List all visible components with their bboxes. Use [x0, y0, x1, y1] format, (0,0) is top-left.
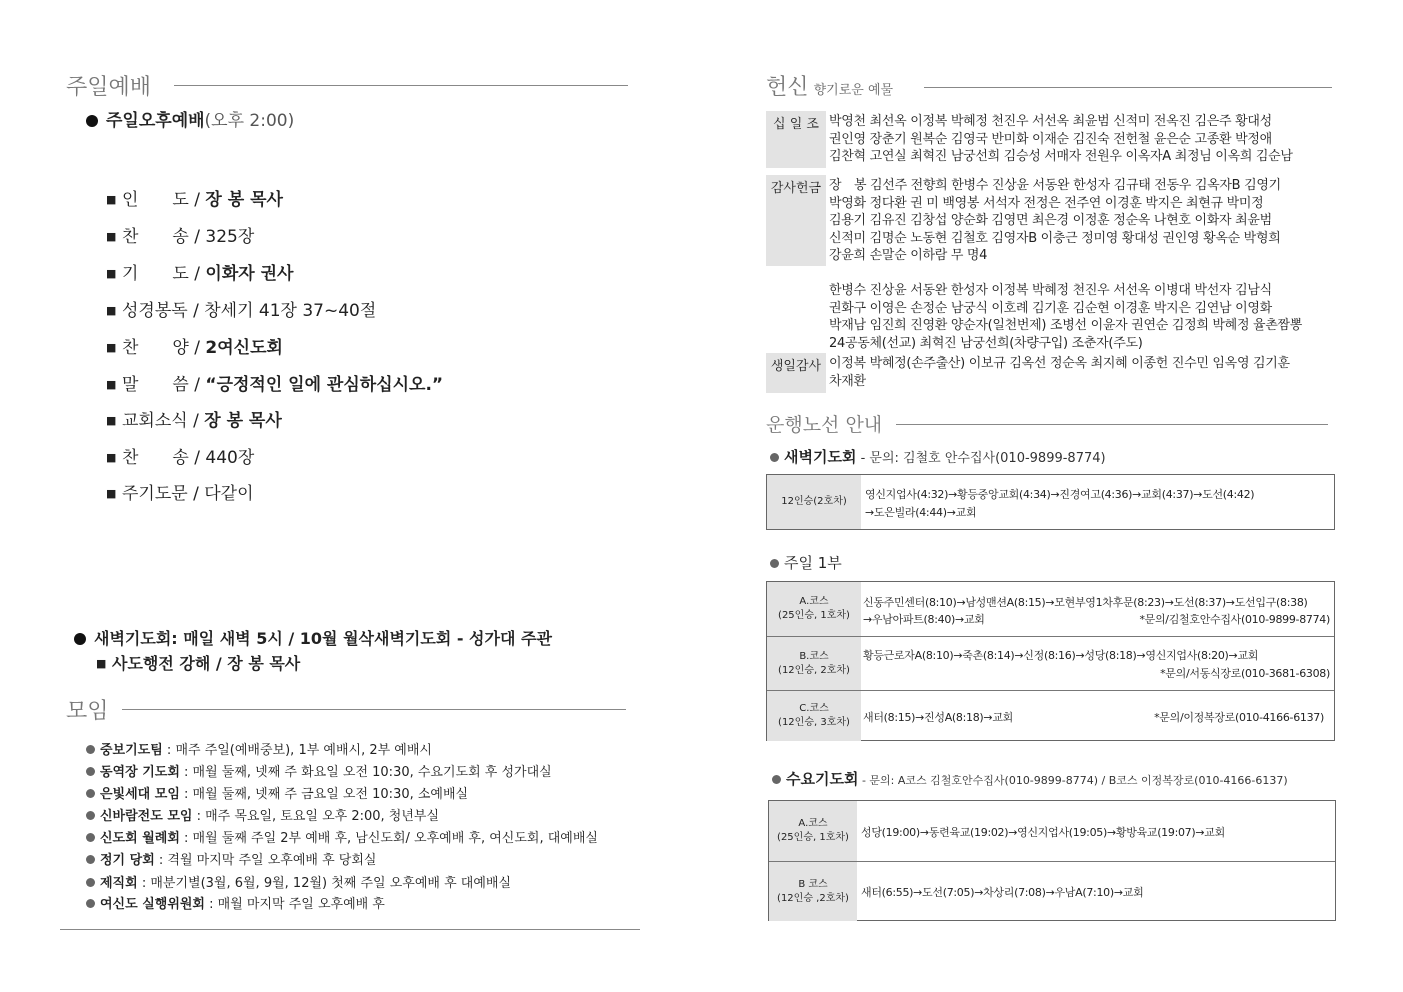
bullet-icon	[86, 833, 95, 842]
left-bottom-rule	[60, 929, 640, 930]
worship-order-item	[106, 333, 283, 358]
route-title-rule	[896, 424, 1328, 425]
offering-names-line: 24공동체(선교) 최혁진 남궁선희(차량구입) 조춘자(주도)	[829, 335, 1143, 351]
order-value: 2여신도회	[205, 338, 283, 358]
course-name: C.코스	[799, 703, 829, 714]
afternoon-worship-time: (오후 2:00)	[204, 111, 295, 131]
square-bullet-icon: ■	[106, 230, 117, 243]
order-label: 교회소식 /	[122, 411, 199, 431]
course-vehicle: (12인승, 3호차)	[778, 717, 850, 728]
route-stops: 성당(19:00)→동련육교(19:02)→영신지업사(19:05)→황방육교(19:07)→교회	[861, 826, 1225, 839]
order-label: 성경봉독 /	[122, 301, 199, 321]
offering-names-line: 한병수 진상윤 서동완 한성자 이정복 박혜정 천진우 서선옥 이병대 박선자 김남식	[829, 283, 1272, 298]
meeting-item	[86, 849, 376, 868]
table-row	[767, 690, 1334, 741]
meeting-desc: : 매월 둘째, 넷째 주 금요일 오전 10:30, 소예배실	[179, 787, 469, 802]
offering-names-line: 이정복 박혜정(손주출산) 이보규 김옥선 정순옥 최지혜 이종헌 진수민 임옥영 김기훈	[829, 356, 1290, 371]
meeting-name: 은빛세대 모임	[100, 787, 180, 802]
meeting-name: 신바람전도 모임	[100, 809, 193, 824]
worship-order-item	[106, 370, 443, 395]
route-vehicle-label	[767, 582, 861, 636]
meeting-section-title: 모임	[66, 699, 109, 724]
square-bullet-icon: ■	[106, 451, 117, 464]
offering-names-line: 장 봉 김선주 전향희 한병수 진상윤 서동완 한성자 김규태 전동우 김옥자B 김영기	[829, 178, 1281, 193]
sunday-route-heading	[770, 552, 842, 573]
meeting-item	[86, 761, 552, 780]
bullet-icon	[74, 633, 86, 645]
meeting-name: 신도회 월례회	[100, 831, 180, 846]
wednesday-route-title: 수요기도회	[786, 770, 859, 788]
order-value: “긍정적인 일에 관심하십시오.”	[205, 375, 444, 395]
meeting-desc: : 매분기별(3월, 6월, 9월, 12월) 첫째 주일 오후예배 후 대예배실	[137, 876, 512, 891]
worship-order-item	[106, 406, 282, 431]
order-value: 장 봉 목사	[204, 411, 282, 431]
dawn-route-title: 새벽기도회	[784, 448, 857, 466]
order-value: 창세기 41장 37~40절	[204, 301, 377, 321]
wednesday-route-table	[768, 800, 1336, 921]
route-stops-cont: →도은빌라(4:44)→교회	[865, 506, 977, 519]
route-stops: 영신지업사(4:32)→황등중앙교회(4:34)→진경여고(4:36)→교회(4:37)→도선(4:42)	[865, 488, 1255, 501]
order-value: 325장	[205, 227, 255, 247]
offering-title-rule	[924, 87, 1332, 88]
offering-names-line: 권화구 이영은 손정순 남궁식 이호례 김기훈 김순현 이경훈 박지은 김연남 이영화	[829, 300, 1272, 316]
dawn-prayer-line	[74, 626, 552, 649]
square-bullet-icon: ■	[106, 341, 117, 354]
square-bullet-icon: ■	[96, 657, 107, 670]
meeting-item	[86, 827, 598, 846]
offering-category-label: 십 일 조	[766, 111, 826, 168]
order-value: 이화자 권사	[205, 264, 294, 284]
bullet-icon	[86, 855, 95, 864]
meeting-desc: : 매월 마지막 주일 오후예배 후	[205, 897, 385, 912]
route-contact: *문의/김철호안수집사(010-9899-8774)	[1139, 613, 1330, 626]
square-bullet-icon: ■	[106, 378, 117, 391]
course-name: B.코스	[799, 651, 829, 662]
worship-order-item	[106, 296, 376, 321]
meeting-item	[86, 805, 439, 824]
order-label: 주기도문 /	[122, 484, 199, 504]
meeting-title-rule	[122, 709, 626, 710]
route-contact: *문의/이정복장로(010-4166-6137)	[1154, 711, 1324, 724]
acts-lecture-text: 사도행전 강해 / 장 봉 목사	[112, 654, 301, 673]
order-value: 다같이	[204, 484, 254, 504]
offering-category-label: 감사헌금	[766, 175, 826, 266]
dawn-route-table	[766, 474, 1335, 530]
worship-order-item	[106, 443, 254, 468]
worship-section-title: 주일예배	[66, 75, 152, 100]
course-vehicle: (25인승, 1호차)	[777, 832, 849, 843]
meeting-desc: : 매월 둘째 주일 2부 예배 후, 남신도회/ 오후예배 후, 여신도회, 대예배실	[179, 831, 598, 846]
route-section-title: 운행노선 안내	[766, 414, 883, 436]
meeting-desc: : 격월 마지막 주일 오후예배 후 당회실	[154, 853, 377, 868]
order-label: 찬 송 /	[122, 227, 200, 247]
dawn-route-heading	[770, 446, 1106, 467]
square-bullet-icon: ■	[106, 304, 117, 317]
dawn-prayer-text: 새벽기도회: 매일 새벽 5시 / 10월 월삭새벽기도회 - 성가대 주관	[94, 629, 552, 648]
bullet-icon	[86, 745, 95, 754]
worship-order-item	[106, 185, 283, 210]
dawn-route-contact: - 문의: 김철호 안수집사(010-9899-8774)	[856, 451, 1106, 466]
route-stops-cont: →우남아파트(8:40)→교회	[863, 613, 985, 626]
route-stops: 새터(6:55)→도선(7:05)→차상리(7:08)→우남A(7:10)→교회	[861, 886, 1144, 899]
order-value: 440장	[205, 448, 255, 468]
bullet-icon	[86, 878, 95, 887]
offering-names-line: 박영천 최선옥 이정복 박혜정 천진우 서선옥 최윤범 신적미 전옥진 김은주 황대성	[829, 114, 1272, 129]
wednesday-route-heading	[772, 768, 1288, 789]
route-contact: *문의/서동식장로(010-3681-6308)	[1160, 667, 1330, 680]
route-vehicle-label: 12인승(2호차)	[767, 475, 861, 529]
course-name: A.코스	[799, 596, 829, 607]
offering-names-line: 신적미 김명순 노동현 김철호 김영자B 이충근 정미영 황대성 권인영 황옥순 박형희	[829, 230, 1281, 246]
worship-order-item	[106, 259, 293, 284]
square-bullet-icon: ■	[106, 193, 117, 206]
route-vehicle-label	[767, 691, 861, 741]
bullet-icon	[770, 559, 779, 568]
acts-lecture-line	[96, 651, 300, 674]
route-vehicle-label	[767, 637, 861, 691]
route-vehicle-label	[769, 801, 857, 861]
meeting-item	[86, 893, 385, 912]
wednesday-route-contact: - 문의: A코스 김철호안수집사(010-9899-8774) / B코스 이정복장로(010-4166-6137)	[858, 774, 1288, 787]
worship-order-item	[106, 479, 254, 504]
bullet-icon	[770, 453, 779, 462]
route-stops: 신동주민센터(8:10)→남성맨션A(8:15)→모현부영1차후문(8:23)→도선(8:37)→도선입구(8:38)	[863, 596, 1308, 609]
offering-section-subtitle: 향기로운 예물	[813, 83, 894, 98]
route-stops: 새터(8:15)→진성A(8:18)→교회	[863, 711, 1013, 724]
sunday-route-table	[766, 581, 1335, 741]
course-vehicle: (12인승, 2호차)	[778, 665, 850, 676]
bullet-icon	[86, 767, 95, 776]
offering-names-line: 박영화 정다환 권 미 백영봉 서석자 전정은 전주연 이경훈 박지은 최현규 박미정	[829, 195, 1264, 211]
meeting-desc: : 매주 목요일, 토요일 오후 2:00, 청년부실	[192, 809, 440, 824]
meeting-desc: : 매주 주일(예배중보), 1부 예배시, 2부 예배시	[162, 743, 432, 758]
order-label: 인 도 /	[122, 190, 200, 210]
meeting-item	[86, 739, 432, 758]
meeting-item	[86, 872, 511, 891]
bullet-icon	[86, 899, 95, 908]
course-name: A.코스	[798, 818, 828, 829]
order-label: 찬 송 /	[122, 448, 200, 468]
meeting-name: 여신도 실행위원회	[100, 897, 205, 912]
order-label: 기 도 /	[122, 264, 200, 284]
bullet-icon	[86, 811, 95, 820]
meeting-name: 동역장 기도회	[100, 765, 180, 780]
worship-order-item	[106, 222, 254, 247]
meeting-name: 정기 당회	[100, 853, 155, 868]
meeting-desc: : 매월 둘째, 넷째 주 화요일 오전 10:30, 수요기도회 후 성가대실	[179, 765, 552, 780]
afternoon-worship-name: 주일오후예배	[106, 111, 205, 131]
table-row	[769, 861, 1335, 921]
bullet-icon	[86, 789, 95, 798]
offering-category-label: 생일감사	[766, 353, 826, 393]
offering-names-line: 차재환	[829, 373, 866, 389]
offering-names-line: 박재남 임진희 진영환 양순자(일천번제) 조병선 이윤자 권연순 김정희 박혜정 율촌짬뽕	[829, 318, 1303, 333]
square-bullet-icon: ■	[106, 414, 117, 427]
order-label: 찬 양 /	[122, 338, 200, 358]
offering-names-line: 권인영 장춘기 원복순 김영국 반미화 이재순 김진숙 전헌철 윤은순 고종환 박정애	[829, 131, 1272, 147]
course-vehicle: (25인승, 1호차)	[778, 610, 850, 621]
order-label: 말 씀 /	[122, 375, 200, 395]
course-vehicle: (12인승 ,2호차)	[777, 892, 849, 904]
offering-names-line: 강윤희 손말순 이하람 무 명4	[829, 248, 988, 263]
course-name: B 코스	[798, 878, 828, 890]
offering-names-line: 김찬혁 고연실 최혁진 남궁선희 김승성 서매자 전원우 이옥자A 최정님 이옥희 김순남	[829, 149, 1293, 164]
sunday-route-title: 주일 1부	[784, 554, 842, 572]
meeting-item	[86, 783, 468, 802]
meeting-name: 중보기도팀	[100, 743, 163, 758]
bullet-icon	[772, 775, 781, 784]
route-vehicle-label	[769, 862, 857, 921]
offering-names-line: 김용기 김유진 김창섭 양순화 김영면 최은경 이정훈 정순옥 나현호 이화자 최윤범	[829, 213, 1272, 228]
offering-heading	[766, 70, 893, 101]
order-value: 장 봉 목사	[205, 190, 283, 210]
route-stops: 황등근로자A(8:10)→죽촌(8:14)→신정(8:16)→성당(8:18)→영신지업사(8:20)→교회	[863, 649, 1259, 662]
afternoon-worship-heading	[86, 106, 294, 131]
bullet-icon	[86, 115, 98, 127]
worship-title-rule	[174, 85, 628, 86]
table-row	[767, 636, 1334, 691]
meeting-name: 제직회	[100, 876, 138, 891]
offering-section-title: 헌신	[766, 75, 809, 100]
square-bullet-icon: ■	[106, 267, 117, 280]
square-bullet-icon: ■	[106, 487, 117, 500]
